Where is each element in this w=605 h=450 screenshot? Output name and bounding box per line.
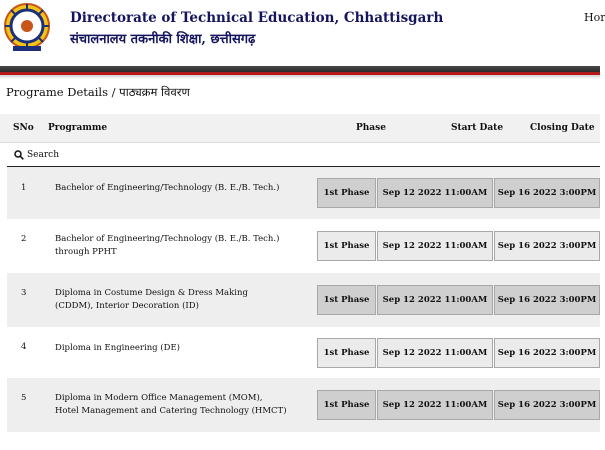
row-closing-date: Sep 16 2022 3:00PM — [494, 231, 600, 261]
row-phase: 1st Phase — [317, 285, 376, 315]
table-header — [0, 114, 600, 143]
column-header-closing-date[interactable]: Closing Date — [530, 123, 595, 133]
row-closing-date: Sep 16 2022 3:00PM — [494, 178, 600, 208]
row-start-date: Sep 12 2022 11:00AM — [377, 285, 493, 315]
row-start-date: Sep 12 2022 11:00AM — [377, 231, 493, 261]
table-row — [7, 273, 600, 327]
row-programme: Bachelor of Engineering/Technology (B. E./B. Tech.) through PPHT — [55, 234, 280, 257]
header-shadow — [0, 75, 600, 79]
org-name-english: Directorate of Technical Education, Chhattisgarh — [70, 10, 444, 26]
row-programme: Bachelor of Engineering/Technology (B. E./B. Tech.) — [55, 183, 280, 193]
row-sno: 4 — [21, 342, 27, 352]
row-sno: 1 — [21, 183, 27, 193]
search-label: Search — [27, 150, 59, 160]
column-header-phase[interactable]: Phase — [356, 123, 386, 133]
column-header-start-date[interactable]: Start Date — [451, 123, 504, 133]
row-sno: 5 — [21, 393, 27, 403]
search-toggle[interactable] — [14, 150, 59, 160]
table-row — [7, 327, 600, 378]
row-closing-date: Sep 16 2022 3:00PM — [494, 390, 600, 420]
row-programme: Diploma in Costume Design & Dress Making (CDDM), Interior Decoration (ID) — [55, 288, 248, 311]
search-icon — [14, 150, 24, 160]
home-link[interactable]: Hor — [584, 11, 605, 24]
table-row — [7, 219, 600, 273]
row-start-date: Sep 12 2022 11:00AM — [377, 178, 493, 208]
row-start-date: Sep 12 2022 11:00AM — [377, 338, 493, 368]
row-sno: 2 — [21, 234, 27, 244]
row-phase: 1st Phase — [317, 231, 376, 261]
table-row — [7, 167, 600, 219]
row-closing-date: Sep 16 2022 3:00PM — [494, 285, 600, 315]
site-header — [0, 0, 605, 66]
row-start-date: Sep 12 2022 11:00AM — [377, 390, 493, 420]
table-row — [7, 378, 600, 432]
row-phase: 1st Phase — [317, 178, 376, 208]
breadcrumb: Programe Details / पाठ्यक्रम विवरण — [6, 85, 190, 99]
dte-logo-icon — [3, 2, 51, 52]
org-name-hindi: संचालनालय तकनीकी शिक्षा, छत्तीसगढ़ — [70, 32, 256, 47]
row-phase: 1st Phase — [317, 390, 376, 420]
row-programme: Diploma in Modern Office Management (MOM), Hotel Management and Catering Technology (HMCT) — [55, 393, 287, 416]
row-programme: Diploma in Engineering (DE) — [55, 343, 180, 353]
column-header-sno[interactable]: SNo — [13, 123, 34, 133]
row-phase: 1st Phase — [317, 338, 376, 368]
row-closing-date: Sep 16 2022 3:00PM — [494, 338, 600, 368]
row-sno: 3 — [21, 288, 27, 298]
column-header-programme[interactable]: Programme — [48, 123, 108, 133]
